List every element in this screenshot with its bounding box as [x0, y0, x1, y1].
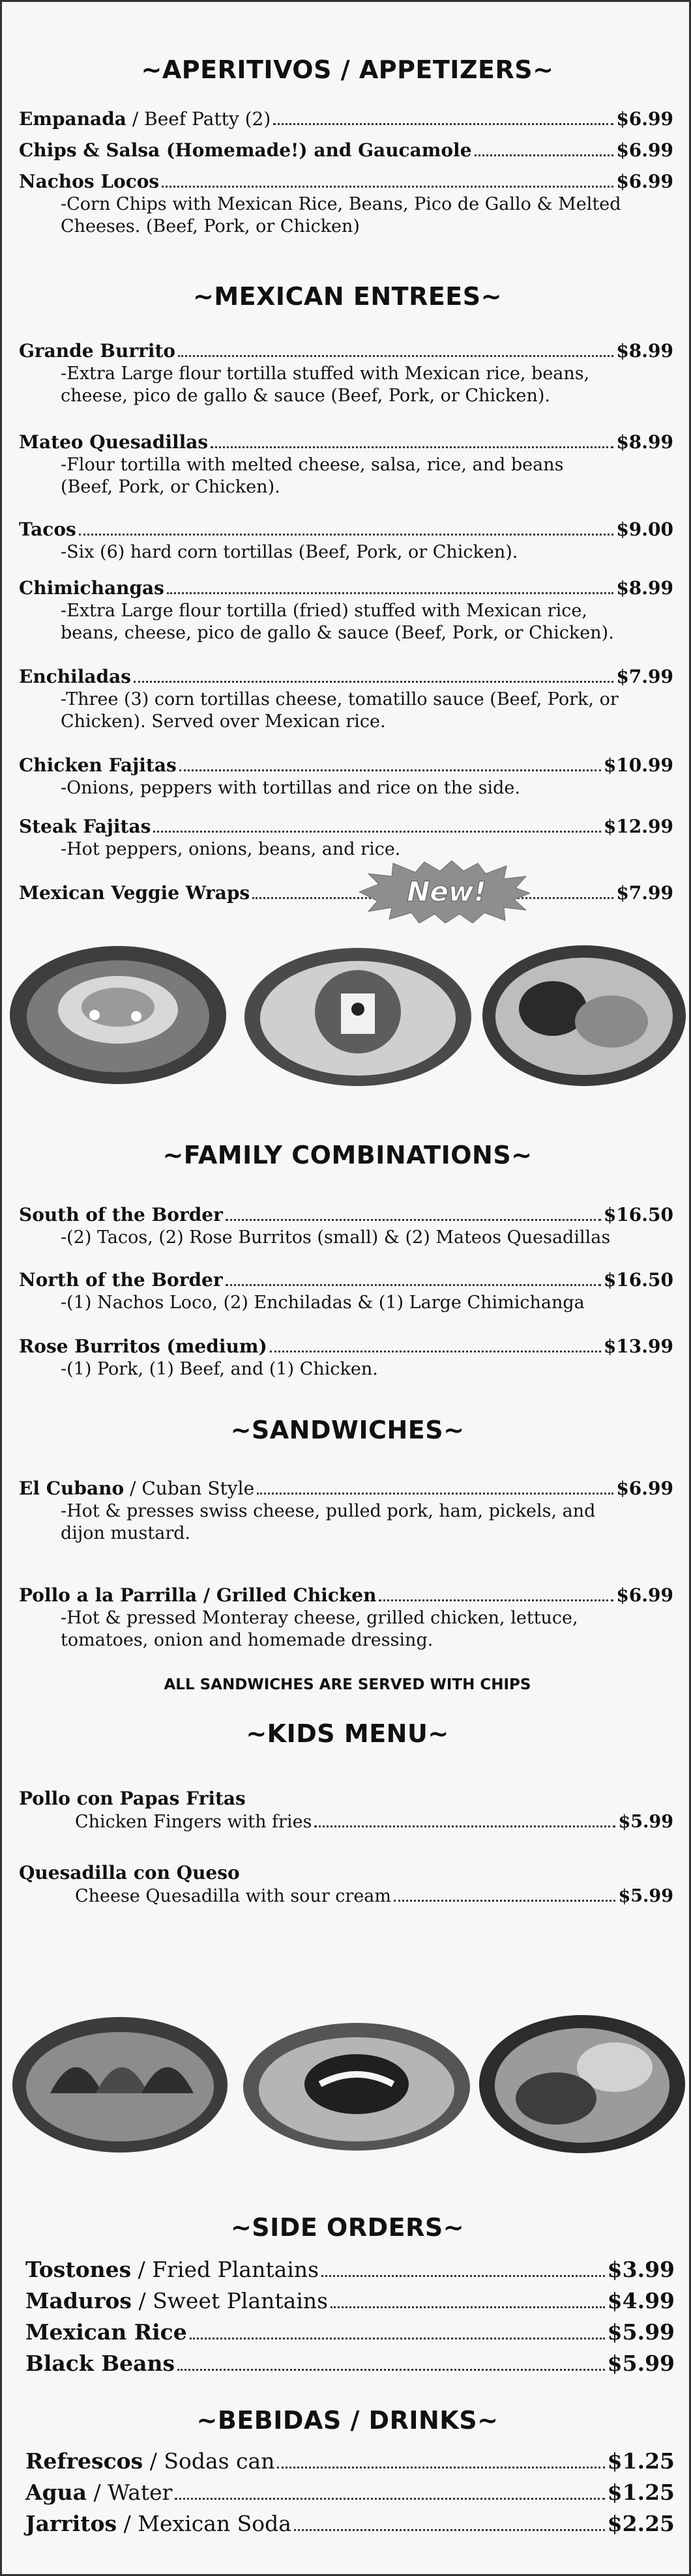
item-name: Agua [25, 2480, 87, 2505]
food-photo-enchiladas [242, 2022, 471, 2152]
leader-dots [162, 186, 613, 188]
item-name: Enchiladas [19, 666, 132, 687]
leader-dots [314, 1825, 615, 1827]
item-price: $6.99 [616, 108, 673, 130]
item-description: -Extra Large flour tortilla stuffed with Mexican rice, beans, cheese, pico de gallo & sauce (Beef, Pork, or Chicken). [61, 364, 590, 406]
item-price: $8.99 [616, 577, 673, 599]
item-price: $10.99 [603, 754, 673, 776]
menu-item-refrescos [25, 2448, 675, 2475]
menu-item-chimichangas [19, 577, 673, 644]
menu-item-el-cubano [19, 1477, 673, 1545]
item-price: $3.99 [607, 2257, 675, 2282]
menu-item-chicken-fajitas [19, 754, 673, 799]
leader-dots [134, 681, 613, 683]
item-description: -(1) Pork, (1) Beef, and (1) Chicken. [61, 1359, 378, 1379]
item-price: $13.99 [603, 1336, 673, 1357]
family-heading: ~FAMILY COMBINATIONS~ [162, 1141, 533, 1169]
food-photo-nachos [8, 943, 228, 1087]
leader-dots [226, 1219, 601, 1221]
item-name: Refrescos [25, 2448, 143, 2474]
leader-dots [177, 2369, 605, 2371]
leader-dots [79, 534, 614, 536]
sandwiches-heading: ~SANDWICHES~ [230, 1416, 465, 1444]
item-price: $4.99 [607, 2288, 675, 2313]
leader-dots [394, 1900, 615, 1902]
menu-item-south-of-the-border [19, 1203, 673, 1249]
item-description: -Flour tortilla with melted cheese, salsa, rice, and beans (Beef, Pork, or Chicken). [61, 455, 564, 497]
item-price: $5.99 [607, 2351, 675, 2376]
item-description: Chicken Fingers with fries [75, 1812, 312, 1832]
item-name: Mexican Rice [25, 2319, 187, 2345]
item-name: South of the Border [19, 1204, 223, 1225]
item-price: $2.25 [607, 2511, 675, 2536]
item-price: $6.99 [616, 1478, 673, 1499]
new-badge [359, 861, 530, 923]
item-name: Nachos Locos [19, 171, 160, 192]
leader-dots [211, 446, 613, 448]
item-price: $5.99 [618, 1812, 673, 1832]
item-description: -Six (6) hard corn tortillas (Beef, Pork, or Chicken). [61, 542, 518, 562]
menu-item-quesadilla-queso [19, 1861, 673, 1908]
item-name: Empanada [19, 108, 126, 130]
item-name: Tacos [19, 519, 76, 540]
item-name: Jarritos [25, 2511, 117, 2536]
leader-dots [273, 123, 613, 125]
item-name: El Cubano [19, 1478, 125, 1499]
item-name: Chicken Fajitas [19, 754, 177, 776]
menu-item-north-of-the-border [19, 1268, 673, 1314]
item-name: Pollo a la Parrilla / Grilled Chicken [19, 1584, 377, 1606]
item-price: $8.99 [616, 340, 673, 362]
item-name-extra: / Fried Plantains [131, 2257, 319, 2282]
food-photo-platter [481, 943, 687, 1088]
kids-heading: ~KIDS MENU~ [246, 1719, 449, 1748]
leader-dots [475, 154, 614, 156]
item-name: Mateo Quesadillas [19, 431, 209, 453]
item-price: $16.50 [603, 1269, 673, 1291]
item-description: -(2) Tacos, (2) Rose Burritos (small) & (2) Mateos Quesadillas [61, 1227, 611, 1248]
leader-dots [190, 2338, 605, 2340]
menu-item-mateo-quesadillas [19, 431, 673, 498]
item-price: $9.00 [616, 519, 673, 540]
leader-dots [379, 1599, 613, 1601]
leader-dots [178, 355, 613, 357]
item-name: Pollo con Papas Fritas [19, 1788, 246, 1809]
item-name: Steak Fajitas [19, 816, 151, 837]
leader-dots [167, 592, 613, 594]
item-price: $7.99 [616, 882, 673, 904]
leader-dots [331, 2306, 605, 2308]
item-description: -Three (3) corn tortillas cheese, tomatillo sauce (Beef, Pork, or Chicken). Served over Mexican rice. [61, 689, 619, 732]
item-price: $5.99 [607, 2319, 675, 2345]
item-name: North of the Border [19, 1269, 223, 1291]
menu-item-tacos [19, 518, 673, 564]
menu-item-maduros [25, 2287, 675, 2315]
menu-item-veggie-wraps [19, 881, 673, 905]
leader-dots [175, 2498, 604, 2500]
leader-dots [294, 2529, 605, 2531]
leader-dots [270, 1351, 601, 1352]
menu-item-jarritos [25, 2510, 675, 2538]
menu-item-steak-fajitas [19, 815, 673, 861]
item-price: $8.99 [616, 431, 673, 453]
menu-item-chips-salsa [19, 139, 673, 162]
item-name: Chips & Salsa (Homemade!) and Gaucamole [19, 139, 472, 161]
menu-item-mexican-rice [25, 2319, 675, 2346]
item-description: -Corn Chips with Mexican Rice, Beans, Pico de Gallo & Melted Cheeses. (Beef, Pork, or Chicken) [61, 194, 621, 236]
item-description: -Extra Large flour tortilla (fried) stuffed with Mexican rice, beans, cheese, pico de gallo & sauce (Beef, Pork, or Chicken). [61, 601, 614, 643]
item-name-extra: / Water [87, 2480, 173, 2505]
item-name: Quesadilla con Queso [19, 1862, 240, 1883]
item-name: Mexican Veggie Wraps [19, 882, 250, 904]
entrees-heading: ~MEXICAN ENTREES~ [193, 282, 502, 311]
item-name-extra: / Mexican Soda [117, 2511, 291, 2536]
sandwiches-note: ALL SANDWICHES ARE SERVED WITH CHIPS [164, 1676, 531, 1693]
item-price: $6.99 [616, 1584, 673, 1606]
leader-dots [179, 769, 601, 771]
menu-item-pollo-papas [19, 1787, 673, 1834]
appetizers-heading: ~APERITIVOS / APPETIZERS~ [141, 55, 554, 84]
drinks-heading: ~BEBIDAS / DRINKS~ [196, 2406, 499, 2435]
food-photo-rice-plate [478, 2014, 686, 2154]
leader-dots [321, 2275, 605, 2277]
item-price: $1.25 [607, 2480, 675, 2505]
item-description: -Hot & presses swiss cheese, pulled pork, ham, pickels, and dijon mustard. [61, 1501, 596, 1543]
item-name-extra: / Sodas can [143, 2448, 275, 2474]
item-description: Cheese Quesadilla with sour cream [75, 1886, 392, 1906]
leader-dots [277, 2467, 604, 2469]
food-photo-tacos [11, 2015, 229, 2154]
menu-item-agua [25, 2479, 675, 2506]
item-name: Rose Burritos (medium) [19, 1336, 267, 1357]
item-price: $6.99 [616, 171, 673, 192]
menu-item-grande-burrito [19, 339, 673, 407]
item-description: -(1) Nachos Loco, (2) Enchiladas & (1) Large Chimichanga [61, 1293, 585, 1313]
leader-dots [226, 1284, 601, 1286]
menu-item-empanada [19, 107, 673, 131]
item-name: Tostones [25, 2257, 132, 2282]
item-description: -Onions, peppers with tortillas and rice on the side. [61, 778, 520, 798]
item-name: Grande Burrito [19, 340, 176, 362]
item-price: $6.99 [616, 139, 673, 161]
menu-item-nachos-locos [19, 170, 673, 238]
item-name-extra: / Sweet Plantains [131, 2288, 329, 2313]
sides-heading: ~SIDE ORDERS~ [230, 2213, 465, 2242]
item-name-extra: / Beef Patty (2) [126, 108, 271, 130]
menu-item-black-beans [25, 2350, 675, 2377]
menu-item-tostones [25, 2256, 675, 2283]
item-price: $5.99 [618, 1886, 673, 1906]
item-name: Chimichangas [19, 577, 164, 599]
item-name-extra: / Cuban Style [124, 1478, 255, 1499]
badge-label: New! [407, 876, 486, 908]
menu-item-enchiladas [19, 665, 673, 733]
leader-dots [153, 831, 600, 833]
item-price: $7.99 [616, 666, 673, 687]
menu-item-rose-burritos [19, 1335, 673, 1381]
item-description: -Hot & pressed Monteray cheese, grilled chicken, lettuce, tomatoes, onion and homemade dressing. [61, 1608, 578, 1650]
food-photo-burrito [243, 947, 473, 1087]
menu-item-pollo-parrilla [19, 1584, 673, 1652]
item-price: $16.50 [603, 1204, 673, 1225]
leader-dots [257, 1493, 613, 1495]
item-description: -Hot peppers, onions, beans, and rice. [61, 839, 401, 859]
item-name: Maduros [25, 2288, 132, 2313]
item-price: $12.99 [603, 816, 673, 837]
item-name: Black Beans [25, 2351, 175, 2376]
item-price: $1.25 [607, 2448, 675, 2474]
